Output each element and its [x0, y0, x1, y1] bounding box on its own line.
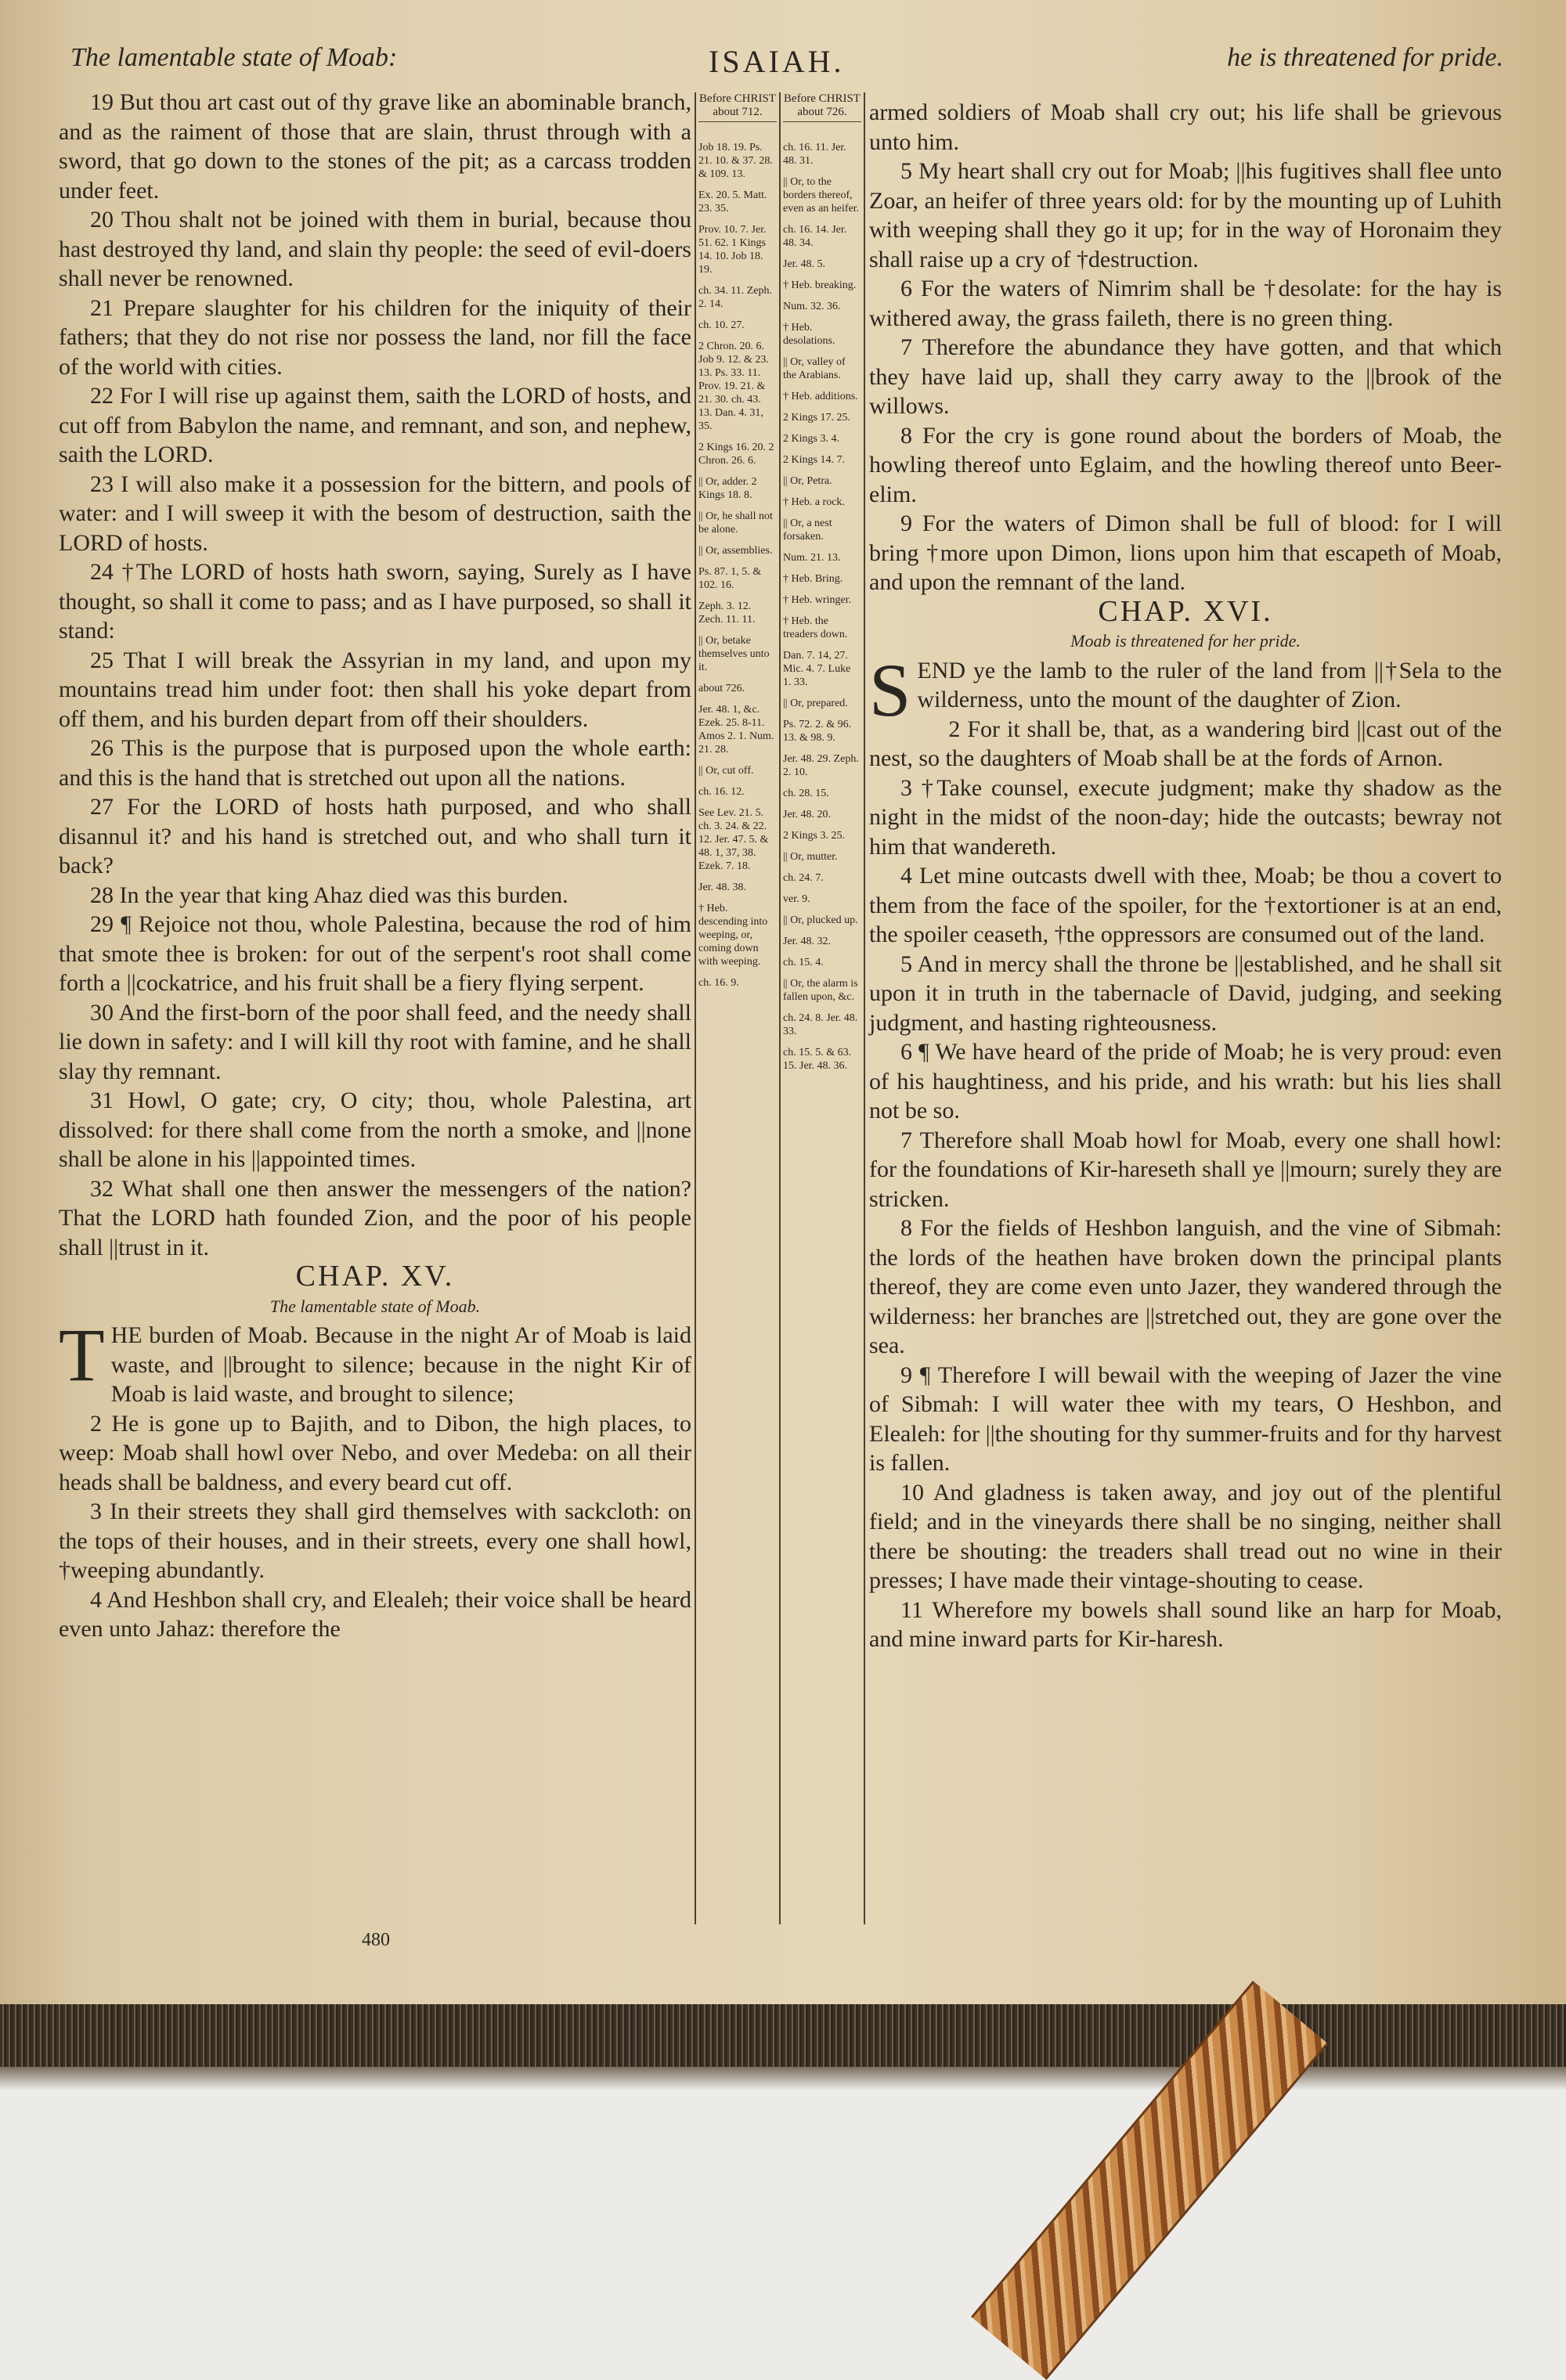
verse: 7 Therefore the abundance they have gotten, and that which they have laid up, shall they carry away to the ||brook of the willows. — [869, 334, 1502, 419]
verse-text: HE burden of Moab. Because in the night Ar of Moab is laid waste, and ||brought to silence; because in the night Kir of Moab is laid waste, and brought to silence; — [110, 1322, 691, 1407]
verse: armed soldiers of Moab shall cry out; his life shall be grievous unto him. — [869, 99, 1502, 155]
margin-note: † Heb. additions. — [783, 391, 858, 402]
verse: 22 For I will rise up against them, saith the LORD of hosts, and cut off from Babylon the name, and remnant, and son, and nephew, saith the LORD. — [59, 383, 691, 467]
margin-note: || Or, betake themselves unto it. — [698, 635, 770, 673]
verse: 4 And Heshbon shall cry, and Elealeh; their voice shall be heard even unto Jahaz: therefore the — [59, 1586, 691, 1642]
running-head-left: The lamentable state of Moab: — [70, 43, 398, 72]
verse: 19 But thou art cast out of thy grave like an abominable branch, and as the raiment of those that are slain, thrust through with a sword, that go down to the stones of the pit; as a carcass trodden under feet. — [59, 89, 691, 204]
verse: 2 He is gone up to Bajith, and to Dibon, the high places, to weep: Moab shall howl over Nebo, and over Medeba: on all their heads shall be baldness, and every beard cut off. — [59, 1410, 691, 1495]
margin-date-head: Before CHRIST about 712. — [698, 92, 777, 122]
verse: 21 Prepare slaughter for his children for the iniquity of their fathers; that they do not rise nor possess the land, nor fill the face of the world with cities. — [59, 294, 691, 380]
chapter-heading: CHAP. XVI. — [1098, 594, 1273, 628]
margin-note: Prov. 10. 7. Jer. 51. 62. 1 Kings 14. 10. Job 18. 19. — [698, 224, 767, 276]
verse: 8 For the fields of Heshbon languish, and the vine of Sibmah: the lords of the heathen have broken down the principal plants thereof, they are come even unto Jazer, they wandered through the wilderness: her branches are ||stretched out, they are gone over the sea. — [869, 1215, 1502, 1358]
verse: 3 In their streets they shall gird themselves with sackcloth: on the tops of their houses, and in their streets, every one shall howl, †weeping abundantly. — [59, 1498, 691, 1583]
margin-note: ch. 15. 5. & 63. 15. Jer. 48. 36. — [783, 1047, 852, 1072]
page-number: 480 — [362, 1930, 390, 1950]
verse: 11 Wherefore my bowels shall sound like an harp for Moab, and mine inward parts for Kir-haresh. — [869, 1596, 1502, 1652]
verse: 29 ¶ Rejoice not thou, whole Palestina, because the rod of him that smote thee is broken: for out of the serpent's root shall come forth a ||cockatrice, and his fruit shall be a fiery flying serpent. — [59, 911, 691, 996]
verse: 9 For the waters of Dimon shall be full of blood: for I will bring †more upon Dimon, lions upon him that escapeth of Moab, and upon the remnant of the land. — [869, 510, 1502, 595]
verse: 9 ¶ Therefore I will bewail with the weeping of Jazer the vine of Sibmah: I will water thee with my tears, O Heshbon, and Elealeh: for ||the shouting for thy summer-fruits and for thy harvest is fallen. — [869, 1361, 1502, 1476]
margin-note: Num. 21. 13. — [783, 552, 841, 564]
margin-note: Zeph. 3. 12. Zech. 11. 11. — [698, 600, 756, 626]
margin-date-head: Before CHRIST about 726. — [783, 92, 861, 122]
book-title: ISAIAH. — [709, 44, 845, 79]
verse: 8 For the cry is gone round about the borders of Moab, the howling thereof unto Eglaim, and the howling thereof unto Beer-elim. — [869, 422, 1502, 507]
chapter-first-verse — [59, 1313, 691, 1409]
margin-note: 2 Kings 3. 25. — [783, 830, 845, 842]
margin-note: 2 Kings 17. 25. — [783, 412, 850, 424]
margin-note: || Or, assemblies. — [698, 545, 773, 557]
margin-note: Ps. 87. 1, 5. & 102. 16. — [698, 566, 762, 591]
margin-note: † Heb. the treaders down. — [783, 615, 848, 640]
margin-note: † Heb. Bring. — [783, 573, 843, 585]
margin-note: ver. 9. — [783, 893, 810, 905]
margin-note: † Heb. a rock. — [783, 496, 845, 508]
left-margin-references — [698, 92, 777, 997]
verse: 4 Let mine outcasts dwell with thee, Moab; be thou a covert to them from the face of the spoiler, for the †extortioner is at an end, the spoiler ceaseth, †the oppressors are consumed out of the land. — [869, 863, 1502, 947]
running-head-right: he is threatened for pride. — [1227, 43, 1503, 72]
margin-note: || Or, valley of the Arabians. — [783, 356, 846, 381]
verse-text: END ye the lamb to the ruler of the land from ||†Sela to the wilderness, unto the mount of the daughter of Zion. — [917, 657, 1502, 712]
verse: 26 This is the purpose that is purposed upon the whole earth: and this is the hand that is stretched out upon all the nations. — [59, 735, 691, 791]
margin-note: ch. 16. 12. — [698, 786, 745, 798]
margin-note: || Or, cut off. — [698, 765, 754, 777]
margin-note: || Or, mutter. — [783, 851, 838, 863]
margin-note: Jer. 48. 1, &c. Ezek. 25. 8-11. Amos 2. 1. Num. 21. 28. — [698, 704, 774, 755]
margin-note: † Heb. breaking. — [783, 279, 857, 291]
margin-note: Job 18. 19. Ps. 21. 10. & 37. 28. & 109. 13. — [698, 142, 773, 180]
right-text-column — [869, 98, 1502, 1654]
verse: 32 What shall one then answer the messengers of the nation? That the LORD hath founded Zion, and the poor of his people shall ||trust in it. — [59, 1175, 691, 1260]
margin-note: ch. 16. 14. Jer. 48. 34. — [783, 224, 847, 249]
margin-note: 2 Kings 16. 20. 2 Chron. 26. 6. — [698, 442, 774, 467]
verse: 28 In the year that king Ahaz died was this burden. — [90, 882, 568, 908]
margin-note: ch. 16. 9. — [698, 977, 739, 989]
margin-note: 2 Kings 14. 7. — [783, 454, 845, 466]
margin-note: about 726. — [698, 683, 745, 694]
margin-note: Jer. 48. 5. — [783, 258, 826, 270]
margin-note: ch. 34. 11. Zeph. 2. 14. — [698, 285, 772, 310]
margin-note: Jer. 48. 32. — [783, 936, 832, 947]
book-page-edges — [0, 2004, 1566, 2067]
margin-note: || Or, adder. 2 Kings 18. 8. — [698, 476, 757, 501]
margin-note: Jer. 48. 29. Zeph. 2. 10. — [783, 753, 859, 778]
verse: 10 And gladness is taken away, and joy out of the plentiful field; and in the vineyards there shall be no singing, neither shall there be shouting: the treaders shall tread out no wine in their presses; I have made their vintage-shouting to cease. — [869, 1479, 1502, 1593]
margin-note: † Heb. desolations. — [783, 322, 835, 347]
margin-note: || Or, a nest forsaken. — [783, 517, 832, 543]
book-shadow — [0, 2067, 1566, 2090]
margin-note: ch. 24. 7. — [783, 872, 824, 884]
margin-note: ch. 16. 11. Jer. 48. 31. — [783, 142, 846, 167]
margin-note: || Or, the alarm is fallen upon, &c. — [783, 978, 858, 1003]
chapter-summary: The lamentable state of Moab. — [269, 1296, 481, 1316]
margin-note: 2 Kings 3. 4. — [783, 433, 839, 445]
verse: 23 I will also make it a possession for the bittern, and pools of water: and I will sweep it with the besom of destruction, saith the LORD of hosts. — [59, 471, 691, 556]
margin-note: ch. 10. 27. — [698, 319, 745, 331]
margin-note: || Or, he shall not be alone. — [698, 510, 773, 536]
verse: 20 Thou shalt not be joined with them in burial, because thou hast destroyed thy land, and slain thy people: the seed of evil-doers shall never be renowned. — [59, 207, 691, 291]
margin-note: Jer. 48. 38. — [698, 882, 747, 893]
chapter-first-verse — [869, 647, 1502, 732]
margin-note: ch. 28. 15. — [783, 788, 829, 799]
left-text-column — [59, 88, 691, 1644]
verse: 30 And the first-born of the poor shall feed, and the needy shall lie down in safety: and I will kill thy root with famine, and he shall slay thy remnant. — [59, 999, 691, 1084]
drop-cap: T — [59, 1313, 105, 1397]
column-rule — [779, 92, 781, 1924]
margin-note: Ps. 72. 2. & 96. 13. & 98. 9. — [783, 719, 852, 744]
margin-note: † Heb. descending into weeping, or, coming down with weeping. — [698, 903, 768, 968]
verse: 24 †The LORD of hosts hath sworn, saying, Surely as I have thought, so shall it come to pass; and as I have purposed, so shall it stand: — [59, 559, 691, 644]
margin-note: Dan. 7. 14, 27. Mic. 4. 7. Luke 1. 33. — [783, 650, 851, 688]
chapter-summary: Moab is threatened for her pride. — [1070, 631, 1301, 651]
verse: 3 †Take counsel, execute judgment; make thy shadow as the night in the midst of the noon-day; hide the outcasts; bewray not him that wandereth. — [869, 774, 1502, 860]
column-rule — [864, 92, 865, 1924]
margin-note: || Or, prepared. — [783, 698, 848, 709]
margin-note: ch. 15. 4. — [783, 957, 824, 968]
margin-note: Num. 32. 36. — [783, 301, 841, 312]
verse: 6 For the waters of Nimrim shall be †desolate: for the hay is withered away, the grass faileth, there is no green thing. — [869, 276, 1502, 331]
verse: 5 And in mercy shall the throne be ||established, and he shall sit upon it in truth in the tabernacle of David, judging, and seeking judgment, and hasting righteousness. — [869, 950, 1502, 1036]
column-rule — [695, 92, 696, 1924]
verse: 5 My heart shall cry out for Moab; ||his fugitives shall flee unto Zoar, an heifer of three years old: for by the mounting up of Luhith with weeping shall they go it up; for in the way of Horonaim they shall raise up a cry of †destruction. — [869, 158, 1502, 272]
margin-note: † Heb. wringer. — [783, 594, 852, 606]
margin-note: || Or, to the borders thereof, even as an heifer. — [783, 176, 860, 215]
margin-note: 2 Chron. 20. 6. Job 9. 12. & 23. 13. Ps. 33. 11. Prov. 19. 21. & 21. 30. ch. 43. 13. Dan. 4. 31, 35. — [698, 341, 769, 432]
verse: 7 Therefore shall Moab howl for Moab, every one shall howl: for the foundations of Kir-hareseth shall ye ||mourn; surely they are stricken. — [869, 1127, 1502, 1212]
margin-note: Jer. 48. 20. — [783, 809, 832, 820]
margin-note: See Lev. 21. 5. ch. 3. 24. & 22. 12. Jer. 47. 5. & 48. 1, 37, 38. Ezek. 7. 18. — [698, 807, 769, 872]
verse: 31 Howl, O gate; cry, O city; thou, whole Palestina, art dissolved: for there shall come from the north a smoke, and ||none shall be alone in his ||appointed times. — [59, 1087, 691, 1172]
drop-cap: S — [869, 647, 911, 732]
chapter-heading: CHAP. XV. — [295, 1260, 455, 1293]
verse: 2 For it shall be, that, as a wandering bird ||cast out of the nest, so the daughters of Moab shall be at the fords of Arnon. — [869, 716, 1502, 771]
verse: 27 For the LORD of hosts hath purposed, and who shall disannul it? and his hand is stretched out, and who shall turn it back? — [59, 794, 691, 878]
verse: 25 That I will break the Assyrian in my land, and upon my mountains tread him under foot: then shall his yoke depart from off them, and his burden depart from off their shoulders. — [59, 647, 691, 732]
margin-note: ch. 24. 8. Jer. 48. 33. — [783, 1012, 858, 1037]
verse: 6 ¶ We have heard of the pride of Moab; he is very proud: even of his haughtiness, and his pride, and his wrath: but his lies shall not be so. — [869, 1039, 1502, 1123]
margin-note: || Or, Petra. — [783, 475, 832, 487]
right-margin-references — [783, 92, 861, 1080]
margin-note: || Or, plucked up. — [783, 914, 858, 926]
margin-note: Ex. 20. 5. Matt. 23. 35. — [698, 189, 767, 215]
